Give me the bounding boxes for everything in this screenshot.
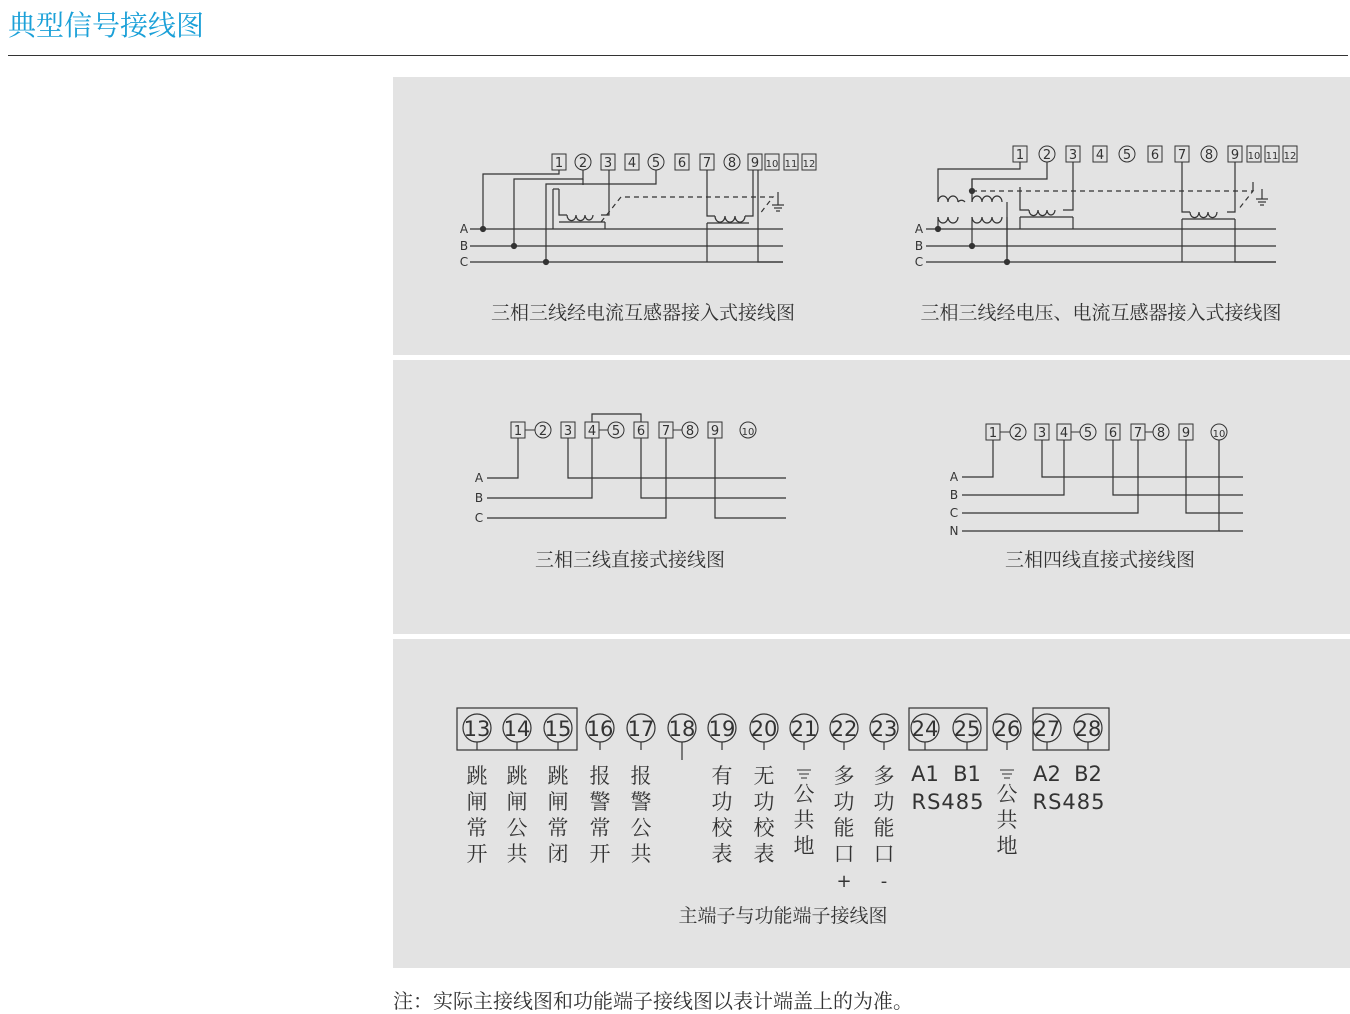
panel2-svg <box>393 360 1350 634</box>
terminal-11-label: 11 <box>784 159 798 170</box>
phase-label-C: C <box>459 255 469 269</box>
terminal-8-label: 8 <box>727 156 737 171</box>
terminal-22-label-char: 能 <box>833 816 855 840</box>
d1-phase-labels <box>460 222 469 269</box>
terminal-26-label-char: 公 <box>996 782 1018 806</box>
terminal-1-label: 1 <box>554 156 564 171</box>
panel-direct-diagrams <box>393 360 1350 634</box>
terminal-13-label-char: 跳 <box>466 764 488 788</box>
terminal-10-label: 10 <box>1212 429 1226 440</box>
terminal-17-label-char: 公 <box>630 816 652 840</box>
phase-label-C: C <box>949 506 959 520</box>
terminal-3-label: 3 <box>1037 426 1047 441</box>
terminal-2-label: 2 <box>578 156 588 171</box>
terminal-27-label-char: A2 <box>1033 762 1061 786</box>
terminal-23-label-char: 功 <box>873 790 895 814</box>
terminal-2-label: 2 <box>538 424 548 439</box>
terminal-3-label: 3 <box>563 424 573 439</box>
panel-main-terminals <box>393 639 1350 968</box>
terminal-6-label: 6 <box>677 156 687 171</box>
terminal-3-label: 3 <box>603 156 613 171</box>
d4-phase-labels <box>950 470 959 538</box>
terminal-13-number: 13 <box>463 717 491 741</box>
terminal-24-number: 24 <box>911 717 939 741</box>
d1-caption: 三相三线经电流互感器接入式接线图 <box>490 302 796 324</box>
phase-label-B: B <box>474 491 484 505</box>
phase-label-A: A <box>459 222 469 236</box>
terminal-14-number: 14 <box>503 717 531 741</box>
panel1-svg <box>393 77 1350 355</box>
terminal-16-label-char: 常 <box>589 816 611 840</box>
terminal-26-label-char: 地 <box>996 834 1018 858</box>
terminal-4-label: 4 <box>627 156 637 171</box>
terminal-2-label: 2 <box>1042 148 1052 163</box>
terminal-5-label: 5 <box>1122 148 1132 163</box>
terminal-5-label: 5 <box>651 156 661 171</box>
terminal-8-label: 8 <box>1156 426 1166 441</box>
terminal-5-label: 5 <box>611 424 621 439</box>
terminal-28-label-char: B2 <box>1074 762 1102 786</box>
terminal-26-number: 26 <box>993 717 1021 741</box>
footnote: 注：实际主接线图和功能端子接线图以表计端盖上的为准。 <box>393 989 913 1013</box>
terminal-9-label: 9 <box>1181 426 1191 441</box>
terminal-17-label-char: 共 <box>630 842 652 866</box>
d2-caption: 三相三线经电压、电流互感器接入式接线图 <box>920 302 1282 324</box>
terminal-22-number: 22 <box>830 717 858 741</box>
terminal-12-label: 12 <box>802 159 816 170</box>
terminal-8-label: 8 <box>685 424 695 439</box>
terminal-14-label-char: 共 <box>506 842 528 866</box>
terminal-23-number: 23 <box>870 717 898 741</box>
diagram-3p3w-direct <box>475 414 786 525</box>
terminal-22-label-char: 多 <box>833 764 855 788</box>
d2-phase-labels <box>915 222 924 269</box>
d3-phase-labels <box>475 471 484 525</box>
d2-terminal-strip <box>1013 146 1297 163</box>
terminal-5-label: 5 <box>1083 426 1093 441</box>
terminal-23-label-char: 多 <box>873 764 895 788</box>
terminal-20-label-char: 功 <box>753 790 775 814</box>
terminal-16-label-char: 开 <box>589 842 611 866</box>
terminal-15-label-char: 闸 <box>547 790 569 814</box>
terminal-23-label-char: - <box>880 871 888 892</box>
terminal-18-number: 18 <box>668 717 696 741</box>
terminal-9-label: 9 <box>1230 148 1240 163</box>
phase-label-A: A <box>914 222 924 236</box>
terminal-1-label: 1 <box>988 426 998 441</box>
terminal-7-label: 7 <box>1177 148 1187 163</box>
terminal-17-number: 17 <box>627 717 655 741</box>
terminal-17-label-char: 警 <box>630 790 652 814</box>
phase-label-B: B <box>459 239 469 253</box>
terminal-11-label: 11 <box>1265 151 1279 162</box>
terminal-12-label: 12 <box>1283 151 1297 162</box>
terminal-27-number: 27 <box>1033 717 1061 741</box>
d4-caption: 三相四线直接式接线图 <box>1004 549 1196 571</box>
terminal-14-label-char: 跳 <box>506 764 528 788</box>
terminal-25-label-char: B1 <box>953 762 981 786</box>
terminal-10-label: 10 <box>765 159 779 170</box>
terminal-22-label-char: + <box>836 871 852 892</box>
main-terminal-diagram <box>457 708 1109 892</box>
terminal-8-label: 8 <box>1204 148 1214 163</box>
panel-ct-diagrams <box>393 77 1350 355</box>
d3-terminal-strip <box>511 422 756 439</box>
terminal-15-label-char: 常 <box>547 816 569 840</box>
d3-caption: 三相三线直接式接线图 <box>534 549 726 571</box>
terminal-14-label-char: 闸 <box>506 790 528 814</box>
terminal-24-label-char: A1 <box>911 762 939 786</box>
terminal-6-label: 6 <box>1150 148 1160 163</box>
terminal-4-label: 4 <box>1059 426 1069 441</box>
terminal-1-label: 1 <box>1015 148 1025 163</box>
d4-terminal-strip <box>986 424 1227 441</box>
terminal-17-label-char: 报 <box>630 764 652 788</box>
terminal-3-label: 3 <box>1068 148 1078 163</box>
terminal-6-label: 6 <box>636 424 646 439</box>
phase-label-N: N <box>949 524 959 538</box>
terminal-4-label: 4 <box>587 424 597 439</box>
terminal-21-label-char: 共 <box>793 808 815 832</box>
terminal-23-label-char: 口 <box>873 842 895 866</box>
terminal-4-label: 4 <box>1095 148 1105 163</box>
terminal-7-label: 7 <box>1133 426 1143 441</box>
phase-label-A: A <box>949 470 959 484</box>
terminal-20-number: 20 <box>750 717 778 741</box>
terminal-13-label-char: 闸 <box>466 790 488 814</box>
terminal-15-number: 15 <box>544 717 572 741</box>
terminal-20-label-char: 无 <box>753 764 775 788</box>
terminal-19-label-char: 功 <box>711 790 733 814</box>
terminal-19-number: 19 <box>708 717 736 741</box>
terminal-22-label-char: 口 <box>833 842 855 866</box>
terminal-9-label: 9 <box>710 424 720 439</box>
terminal-7-label: 7 <box>661 424 671 439</box>
terminal-9-label: 9 <box>750 156 760 171</box>
phase-label-B: B <box>949 488 959 502</box>
phase-label-C: C <box>914 255 924 269</box>
diagram-3p3w-ct <box>460 154 816 269</box>
terminal-13-label-char: 开 <box>466 842 488 866</box>
terminal-19-label-char: 有 <box>711 764 733 788</box>
terminal-16-label-char: 警 <box>589 790 611 814</box>
panel3-svg <box>393 639 1350 968</box>
terminal-23-label-char: 能 <box>873 816 895 840</box>
phase-label-C: C <box>474 511 484 525</box>
terminal-25-number: 25 <box>953 717 981 741</box>
diagram-3p3w-pt-ct <box>915 146 1297 269</box>
terminal-19-label-char: 校 <box>711 816 733 840</box>
page-title: 典型信号接线图 <box>8 9 205 42</box>
terminal-1-label: 1 <box>513 424 523 439</box>
terminal-13-label-char: 常 <box>466 816 488 840</box>
phase-label-A: A <box>474 471 484 485</box>
terminal-26-label-char: 共 <box>996 808 1018 832</box>
terminal-15-label-char: 闭 <box>547 842 569 866</box>
terminal-19-label-char: 表 <box>711 842 733 866</box>
terminal-20-label-char: 校 <box>753 816 775 840</box>
terminal-6-label: 6 <box>1108 426 1118 441</box>
diagram-3p4w-direct <box>950 424 1243 538</box>
d1-terminal-strip <box>552 154 816 171</box>
rs485-label-1: RS485 <box>911 790 985 814</box>
terminal-10-label: 10 <box>1247 151 1261 162</box>
terminal-2-label: 2 <box>1013 426 1023 441</box>
terminal-21-number: 21 <box>790 717 818 741</box>
phase-label-B: B <box>914 239 924 253</box>
terminal-10-label: 10 <box>741 427 755 438</box>
terminal-21-label-char: 公 <box>793 782 815 806</box>
terminal-28-number: 28 <box>1074 717 1102 741</box>
rs485-label-2: RS485 <box>1032 790 1106 814</box>
terminal-22-label-char: 功 <box>833 790 855 814</box>
title-divider <box>8 55 1348 56</box>
terminal-16-label-char: 报 <box>589 764 611 788</box>
terminal-7-label: 7 <box>702 156 712 171</box>
terminal-21-label-char: 地 <box>793 834 815 858</box>
terminal-16-number: 16 <box>586 717 614 741</box>
terminal-15-label-char: 跳 <box>547 764 569 788</box>
terminal-14-label-char: 公 <box>506 816 528 840</box>
main-caption: 主端子与功能端子接线图 <box>678 905 888 927</box>
terminal-20-label-char: 表 <box>753 842 775 866</box>
